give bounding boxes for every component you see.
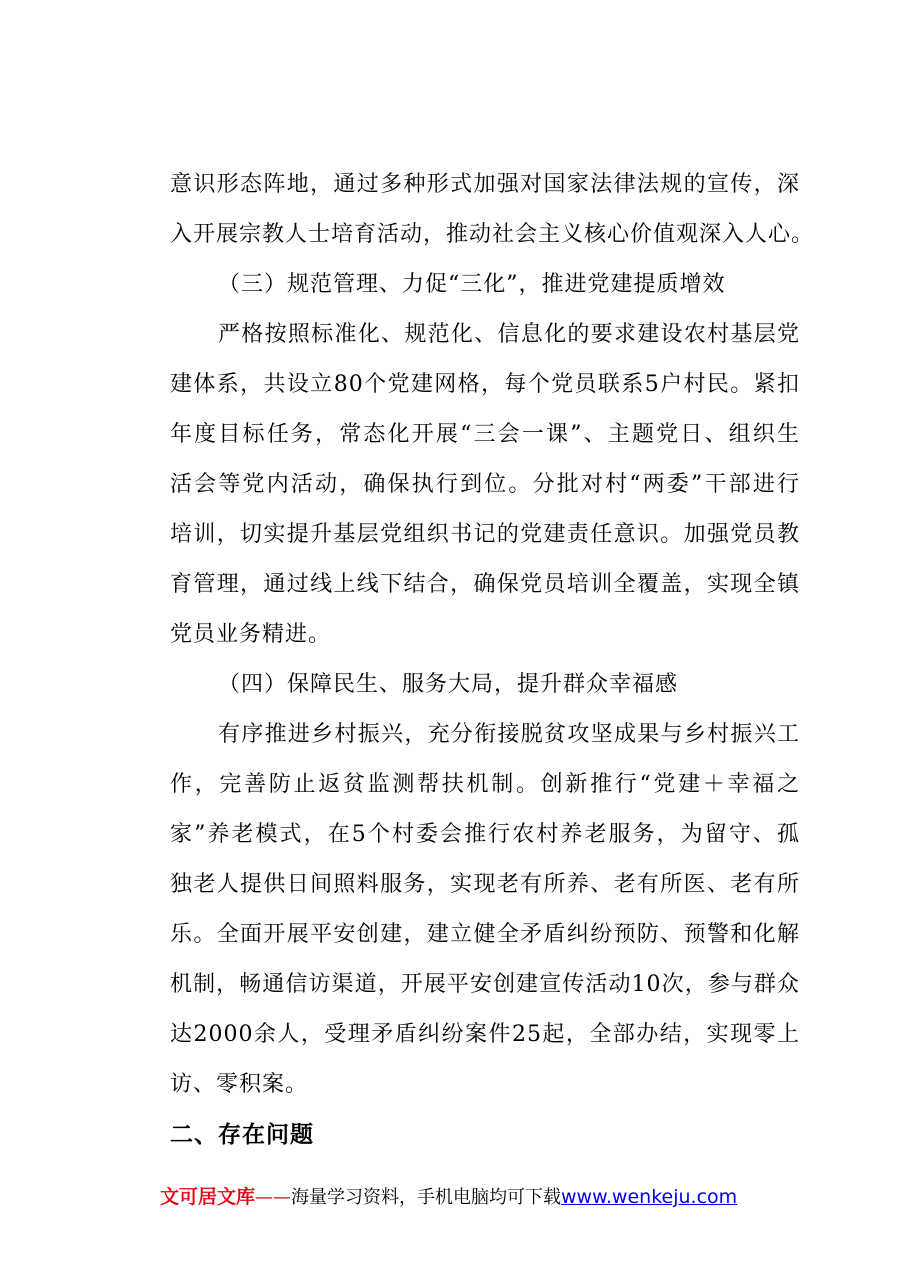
part-heading-2: 二、存在问题 — [170, 1122, 314, 1148]
body-line: 严格按照标准化、规范化、信息化的要求建设农村基层党 — [218, 322, 800, 347]
body-line: 机制，畅通信访渠道，开展平安创建宣传活动10次，参与群众 — [170, 972, 800, 997]
body-line: 活会等党内活动，确保执行到位。分批对村“两委”干部进行 — [170, 472, 800, 497]
section-heading-3: （三）规范管理、力促“三化”，推进党建提质增效 — [218, 272, 726, 297]
body-line: 作，完善防止返贫监测帮扶机制。创新推行“党建＋幸福之 — [170, 772, 800, 797]
body-line: 年度目标任务，常态化开展“三会一课”、主题党日、组织生 — [170, 422, 800, 447]
body-line: 有序推进乡村振兴，充分衔接脱贫攻坚成果与乡村振兴工 — [218, 722, 800, 747]
body-line: 培训，切实提升基层党组织书记的党建责任意识。加强党员教 — [170, 522, 800, 547]
body-line: 建体系，共设立80个党建网格，每个党员联系5户村民。紧扣 — [170, 372, 800, 397]
body-line: 达2000余人，受理矛盾纠纷案件25起，全部办结，实现零上 — [170, 1022, 800, 1047]
section-heading-4: （四）保障民生、服务大局，提升群众幸福感 — [218, 672, 679, 697]
body-line: 育管理，通过线上线下结合，确保党员培训全覆盖，实现全镇 — [170, 572, 800, 597]
footer-slogan: 海量学习资料，手机电脑均可下载 — [291, 1187, 562, 1208]
body-line: 独老人提供日间照料服务，实现老有所养、老有所医、老有所 — [170, 872, 800, 897]
body-line: 乐。全面开展平安创建，建立健全矛盾纠纷预防、预警和化解 — [170, 922, 800, 947]
footer-brand: 文可居文库 — [160, 1186, 256, 1208]
body-line: 意识形态阵地，通过多种形式加强对国家法律法规的宣传，深 — [170, 172, 800, 197]
footer-dash: —— — [255, 1187, 292, 1208]
body-line: 入开展宗教人士培育活动，推动社会主义核心价值观深入人心。 — [170, 222, 815, 247]
body-line: 访、零积案。 — [170, 1072, 309, 1097]
body-line: 党员业务精进。 — [170, 622, 332, 647]
body-line: 家”养老模式，在5个村委会推行农村养老服务，为留守、孤 — [170, 822, 800, 847]
footer-banner — [160, 1184, 780, 1210]
footer-url-link[interactable]: www.wenkeju.com — [561, 1186, 738, 1208]
